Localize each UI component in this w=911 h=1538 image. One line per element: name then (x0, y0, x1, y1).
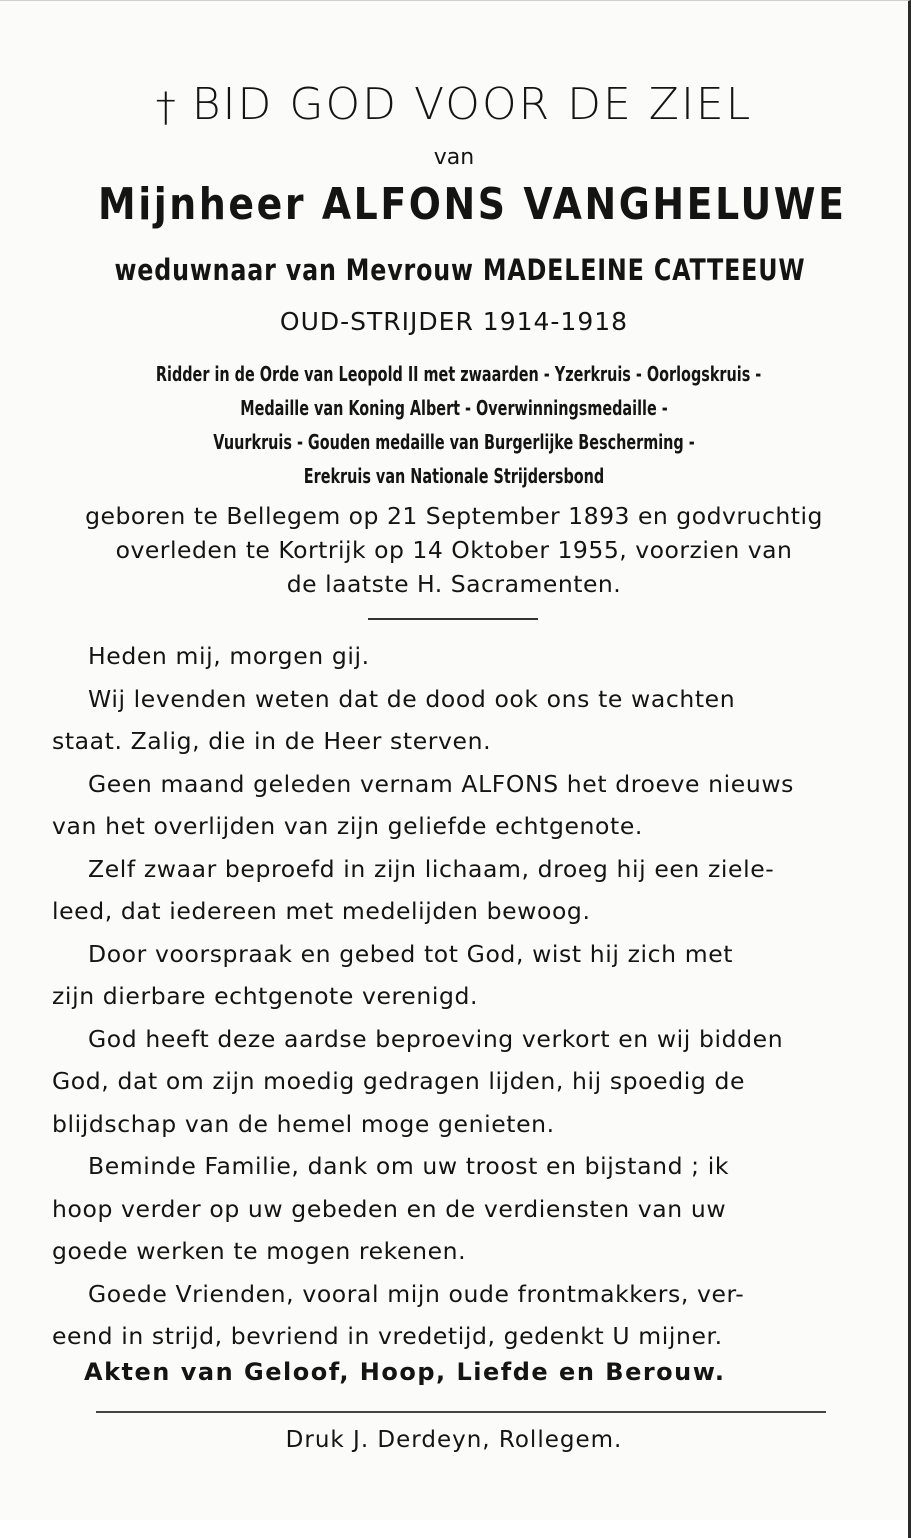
text-line: eend in strijd, bevriend in vredetijd, gedenkt U mijner. (52, 1322, 723, 1350)
birth-death-line: geboren te Bellegem op 21 September 1893 en godvruchtig (85, 502, 823, 530)
heading-text: BID GOD VOOR DE ZIEL (191, 79, 753, 130)
veteran-line: OUD-STRIJDER 1914-1918 (279, 307, 629, 336)
honor-line: Vuurkruis - Gouden medaille van Burgerlijke Bescherming - (213, 430, 695, 454)
text-line: Wij levenden weten dat de dood ook ons te wachten (88, 684, 736, 713)
text-line: hoop verder op uw gebeden en de verdiensten van uw (52, 1194, 727, 1223)
acts-line: Akten van Geloof, Hoop, Liefde en Berouw. (84, 1358, 726, 1386)
deceased-name: Mijnheer ALFONS VANGHELUWE (97, 179, 847, 230)
memorial-text (52, 635, 848, 1358)
text-line: goede werken te mogen rekenen. (52, 1237, 467, 1265)
card-bottom-edge (0, 1520, 908, 1538)
divider (368, 618, 538, 620)
text-line: zijn dierbare echtgenote verenigd. (52, 982, 479, 1010)
text-line: Heden mij, morgen gij. (88, 642, 370, 670)
printer-credit: Druk J. Derdeyn, Rollegem. (285, 1427, 623, 1453)
honor-line: Ridder in de Orde van Leopold II met zwaarden - Yzerkruis - Oorlogskruis - (155, 362, 762, 386)
heading (40, 79, 868, 131)
cross-icon: † (155, 85, 178, 131)
text-line: Zelf zwaar beproefd in zijn lichaam, droeg hij een ziele- (88, 854, 775, 883)
van-label: van (433, 145, 475, 170)
birth-death-line: de laatste H. Sacramenten. (286, 570, 622, 598)
text-line: blijdschap van de hemel moge genieten. (52, 1109, 555, 1138)
text-line: Goede Vrienden, vooral mijn oude frontmakkers, ver- (88, 1279, 745, 1308)
text-line: Beminde Familie, dank om uw troost en bijstand ; ik (88, 1152, 730, 1180)
birth-death-line: overleden te Kortrijk op 14 Oktober 1955, voorzien van (115, 536, 793, 564)
text-line: leed, dat iedereen met medelijden bewoog. (52, 897, 591, 925)
honors-list (40, 357, 868, 493)
widower-line: weduwnaar van Mevrouw MADELEINE CATTEEUW (114, 253, 806, 287)
honor-line: Erekruis van Nationale Strijdersbond (303, 464, 605, 488)
text-line: staat. Zalig, die in de Heer sterven. (52, 727, 492, 755)
honor-line: Medaille van Koning Albert - Overwinningsmedaille - (240, 396, 668, 420)
text-line: God, dat om zijn moedig gedragen lijden, hij spoedig de (52, 1067, 746, 1095)
divider (96, 1411, 826, 1413)
text-line: van het overlijden van zijn geliefde echtgenote. (52, 812, 643, 840)
text-line: God heeft deze aardse beproeving verkort en wij bidden (88, 1024, 784, 1053)
birth-death-text (40, 499, 868, 601)
text-line: Door voorspraak en gebed tot God, wist hij zich met (88, 939, 734, 968)
text-line: Geen maand geleden vernam ALFONS het droeve nieuws (88, 769, 794, 798)
